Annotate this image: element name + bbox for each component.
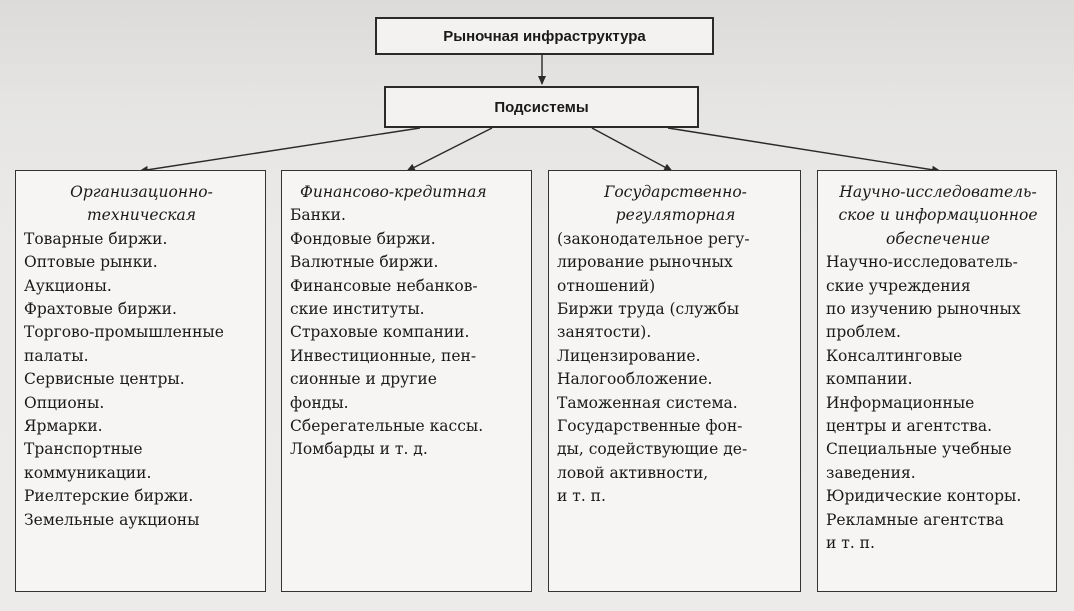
list-item: ды, содействующие де- — [557, 440, 748, 459]
root-node — [375, 17, 714, 55]
list-item: фонды. — [290, 393, 349, 412]
list-item: отношений) — [557, 276, 656, 295]
heading-line: обеспечение — [886, 229, 990, 248]
list-item: сионные и другие — [290, 370, 437, 389]
list-item: и т. п. — [557, 487, 606, 506]
heading-line: регуляторная — [615, 206, 736, 225]
list-item: по изучению рыночных — [826, 300, 1021, 319]
list-item: Юридические конторы. — [826, 487, 1022, 506]
list-item: Транспортные — [24, 440, 143, 459]
list-item: Оптовые рынки. — [24, 253, 158, 272]
list-item: ловой активности, — [557, 463, 709, 482]
subsystems-node-label: Подсистемы — [494, 98, 589, 116]
column-state-regulatory — [548, 170, 801, 592]
list-item: Риелтерские биржи. — [24, 487, 194, 506]
list-item: центры и агентства. — [826, 417, 993, 436]
heading-line: Научно-исследователь- — [839, 183, 1037, 201]
list-item: проблем. — [826, 323, 901, 342]
column-heading — [826, 181, 1050, 251]
list-item: лирование рыночных — [557, 253, 733, 272]
column-research-information — [817, 170, 1057, 592]
list-item: Ярмарки. — [24, 417, 103, 436]
column-financial-credit — [281, 170, 532, 592]
list-item: и т. п. — [826, 534, 875, 553]
root-node-label: Рыночная инфраструктура — [443, 27, 646, 45]
arrow-subsystems-to-col-4 — [668, 128, 940, 171]
list-item: Инвестиционные, пен- — [290, 346, 477, 365]
list-item: Сберегательные кассы. — [290, 417, 484, 436]
list-item: Налогообложение. — [557, 370, 713, 389]
arrow-subsystems-to-col-1 — [140, 128, 420, 171]
list-item: (законодательное регу- — [557, 229, 750, 248]
list-item: Сервисные центры. — [24, 370, 185, 389]
list-item: коммуникации. — [24, 463, 152, 482]
list-item: компании. — [826, 370, 913, 389]
list-item: Валютные биржи. — [290, 253, 439, 272]
subsystems-node — [384, 86, 699, 128]
heading-line: техническая — [86, 206, 197, 225]
list-item: Банки. — [290, 206, 346, 225]
list-item: ские институты. — [290, 300, 425, 319]
list-item: Фондовые биржи. — [290, 229, 436, 248]
list-item: Фрахтовые биржи. — [24, 300, 177, 319]
column-heading — [290, 181, 525, 204]
list-item: Ломбарды и т. д. — [290, 440, 428, 459]
heading-line: Организационно- — [70, 183, 213, 201]
column-organizational-technical — [15, 170, 266, 592]
heading-line: Финансово-кредитная — [300, 183, 487, 201]
arrow-subsystems-to-col-2 — [407, 128, 492, 171]
heading-line: ское и информационное — [838, 206, 1038, 225]
list-item: Специальные учебные — [826, 440, 1012, 459]
list-item: Страховые компании. — [290, 323, 470, 342]
list-item: Таможенная система. — [557, 393, 738, 412]
list-item: Опционы. — [24, 393, 105, 412]
list-item: ские учреждения — [826, 276, 971, 295]
list-item: Биржи труда (службы — [557, 300, 740, 319]
list-item: Консалтинговые — [826, 346, 963, 365]
list-item: Государственные фон- — [557, 417, 743, 436]
list-item: Информационные — [826, 393, 975, 412]
arrow-subsystems-to-col-3 — [592, 128, 672, 171]
list-item: занятости). — [557, 323, 652, 342]
list-item: Лицензирование. — [557, 346, 701, 365]
column-heading — [24, 181, 259, 228]
list-item: Рекламные агентства — [826, 510, 1004, 529]
list-item: палаты. — [24, 346, 89, 365]
list-item: Торгово-промышленные — [24, 323, 224, 342]
list-item: Земельные аукционы — [24, 510, 200, 529]
list-item: заведения. — [826, 463, 916, 482]
column-heading — [557, 181, 794, 228]
list-item: Аукционы. — [24, 276, 112, 295]
list-item: Товарные биржи. — [24, 229, 168, 248]
list-item: Финансовые небанков- — [290, 276, 478, 295]
heading-line: Государственно- — [604, 183, 747, 201]
list-item: Научно-исследователь- — [826, 253, 1018, 272]
